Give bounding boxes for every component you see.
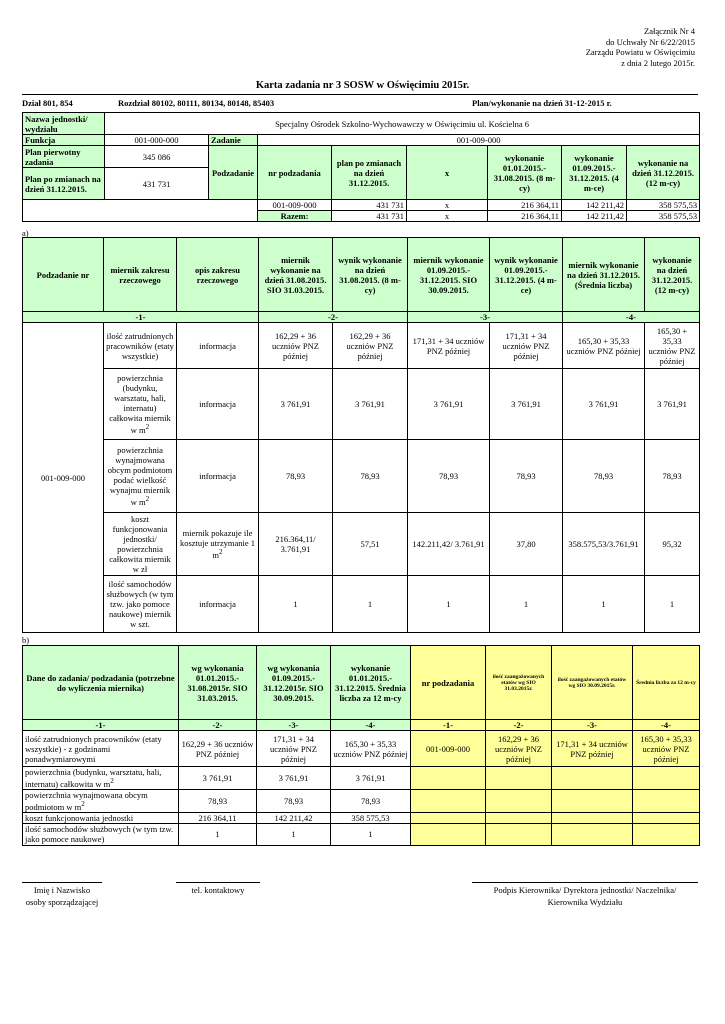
total-cell: 216 364,11 — [488, 211, 562, 222]
plan-changes-label: Plan po zmianach na dzień 31.12.2015. — [23, 168, 105, 200]
table-cell: 78,93 — [257, 789, 331, 812]
table-cell: 78,93 — [490, 440, 563, 513]
table-cell: 162,29 + 36 uczniów PNZ później — [259, 323, 333, 369]
attachment-line: Zarządu Powiatu w Oświęcimiu — [585, 47, 695, 57]
table-cell: 358 575,53 — [627, 200, 700, 211]
table-cell: 3 761,91 — [490, 369, 563, 440]
zadanie-label: Zadanie — [209, 135, 258, 146]
miernik-cell — [104, 440, 177, 513]
data-label-cell: ilość zatrudnionych pracowników (etaty wszystkie) - z godzinami ponadwymiarowymi — [23, 731, 179, 767]
table-cell: 001-009-000 — [258, 200, 332, 211]
table-cell: 162,29 + 36 uczniów PNZ później — [486, 731, 552, 767]
miernik-cell: ilość zatrudnionych pracowników (etaty wszystkie) — [104, 323, 177, 369]
plan-changes-value: 431 731 — [105, 168, 209, 200]
table-cell: 165,30 + 35,33 uczniów PNZ później — [563, 323, 645, 369]
table-cell: 165,30 + 35,33 uczniów PNZ później — [633, 731, 700, 767]
col-header: miernik wykonanie na dzień 31.08.2015. SIO 31.03.2015. — [259, 238, 333, 312]
data-label-cell — [23, 789, 179, 812]
data-label-cell: koszt funkcjonowania jednostki — [23, 812, 179, 823]
col-header: ilość zaangażowanych etatów wg SIO 30.09.2015r. — [552, 646, 633, 720]
table-row — [23, 731, 700, 767]
table-cell: 3 761,91 — [331, 767, 411, 790]
table-cell: 165,30 + 35,33 uczniów PNZ później — [645, 323, 700, 369]
data-label-cell: ilość samochodów służbowych (w tym tzw. jako pomoce naukowe) — [23, 823, 179, 845]
col-header: wynik wykonanie 01.09.2015.- 31.12.2015. (4 m-ce) — [490, 238, 563, 312]
total-cell: 142 211,42 — [562, 211, 627, 222]
signature-text: Kierownika Wydziału — [547, 897, 623, 907]
table-row — [23, 812, 700, 823]
plan-date-label: Plan/wykonanie na dzień 31-12-2015 r. — [472, 98, 612, 108]
col-header: wykonanie 01.09.2015.- 31.12.2015. (4 m-ce) — [562, 146, 627, 200]
empty-cell — [411, 767, 486, 790]
table-cell: 78,93 — [408, 440, 490, 513]
table-cell: 1 — [331, 823, 411, 845]
col-header: wykonanie 01.01.2015.- 31.12.2015. Średnia liczba za 12 m-cy — [331, 646, 411, 720]
table-cell: 1 — [645, 576, 700, 633]
opis-cell: informacja — [177, 576, 259, 633]
empty-cell — [411, 789, 486, 812]
task-summary-table — [22, 112, 700, 222]
table-cell: 3 761,91 — [257, 767, 331, 790]
opis-cell: informacja — [177, 323, 259, 369]
plan-first-value: 345 086 — [105, 146, 209, 168]
table-cell: 142 211,42 — [562, 200, 627, 211]
table-row — [23, 323, 700, 369]
table-cell: 1 — [257, 823, 331, 845]
signature-text: Imię i Nazwisko — [33, 885, 91, 895]
empty-cell — [486, 767, 552, 790]
plan-first-label: Plan pierwotny zadania — [23, 146, 105, 168]
superscript: 2 — [145, 495, 150, 504]
table-cell: 1 — [333, 576, 408, 633]
total-cell: x — [407, 211, 488, 222]
table-cell: 57,51 — [333, 513, 408, 576]
attachment-line: do Uchwały Nr 6/22/2015 — [605, 36, 695, 47]
table-cell: 171,31 + 34 uczniów PNZ później — [490, 323, 563, 369]
table-cell: x — [407, 200, 488, 211]
table-row — [23, 440, 700, 513]
podzadanie-cell: 001-009-000 — [23, 323, 104, 633]
page-title: Karta zadania nr 3 SOSW w Oświęcimiu 2015r. — [255, 80, 470, 91]
spacer-cell — [23, 200, 258, 211]
table-cell: 78,93 — [563, 440, 645, 513]
col-header: wykonanie 01.01.2015.- 31.08.2015. (8 m-cy) — [488, 146, 562, 200]
empty-cell — [411, 823, 486, 845]
table-cell: 142.211,42/ 3.761,91 — [408, 513, 490, 576]
funkcja-label: Funkcja — [23, 135, 105, 146]
signature-line — [22, 882, 102, 883]
table-cell: 37,80 — [490, 513, 563, 576]
miernik-text: powierzchnia (budynku, warsztatu, hali, internatu) całkowita miernik w m — [109, 373, 171, 435]
col-header: wg wykonania 01.09.2015.- 31.12.2015r. SIO 30.09.2015. — [257, 646, 331, 720]
table-cell: 3 761,91 — [408, 369, 490, 440]
task-data-table — [22, 645, 700, 846]
total-cell: 431 731 — [332, 211, 407, 222]
table-cell: 3 761,91 — [645, 369, 700, 440]
attachment-line: Załącznik Nr 4 — [644, 26, 695, 36]
unit-label: Nazwa jednostki/ wydziału — [23, 113, 105, 135]
total-label: Razem: — [258, 211, 332, 222]
empty-cell — [486, 789, 552, 812]
table-row — [23, 789, 700, 812]
empty-cell — [633, 789, 700, 812]
table-cell: 3 761,91 — [179, 767, 257, 790]
table-cell: 358 575,53 — [331, 812, 411, 823]
opis-cell: informacja — [177, 440, 259, 513]
superscript: 2 — [145, 423, 150, 432]
table-cell: 165,30 + 35,33 uczniów PNZ później — [331, 731, 411, 767]
table-cell: 1 — [259, 576, 333, 633]
col-number: -3- — [408, 312, 563, 323]
table-cell: 216 364,11 — [179, 812, 257, 823]
table-cell: 78,93 — [179, 789, 257, 812]
title-rule — [22, 94, 698, 95]
attachment-note — [586, 26, 695, 68]
phone-signature: tel. kontaktowy — [191, 885, 245, 895]
col-number: -2- — [259, 312, 408, 323]
col-number: -2- — [179, 720, 257, 731]
empty-cell — [486, 823, 552, 845]
podzadanie-cell: 001-009-000 — [411, 731, 486, 767]
unit-value: Specjalny Ośrodek Szkolno-Wychowawczy w Oświęcimiu ul. Kościelna 6 — [105, 113, 700, 135]
superscript: 2 — [81, 799, 85, 808]
col-number: -4- — [331, 720, 411, 731]
superscript: 2 — [219, 548, 223, 557]
signature-text: osoby sporządzającej — [25, 897, 99, 907]
col-header: miernik zakresu rzeczowego — [104, 238, 177, 312]
table-cell: 3 761,91 — [333, 369, 408, 440]
empty-cell — [552, 789, 633, 812]
empty-cell — [552, 767, 633, 790]
label-text: powierzchnia wynajmowana obcym podmiotom w m — [25, 789, 148, 812]
col-header: ilość zaangażowanych etatów wg SIO 31.03.2015r. — [486, 646, 552, 720]
table-cell: 78,93 — [331, 789, 411, 812]
zadanie-value: 001-009-000 — [258, 135, 700, 146]
table-cell: 78,93 — [645, 440, 700, 513]
label-text: powierzchnia (budynku, warsztatu, hali, internatu) całkowita w m — [25, 767, 162, 789]
empty-cell — [411, 812, 486, 823]
col-header: miernik wykonanie 01.09.2015.- 31.12.2015. SIO 30.09.2015. — [408, 238, 490, 312]
col-header: Podzadanie nr — [23, 238, 104, 312]
table-cell: 216.364,11/ 3.761,91 — [259, 513, 333, 576]
table-row — [23, 576, 700, 633]
col-header: wykonanie na dzień 31.12.2015. (12 m-cy) — [645, 238, 700, 312]
empty-cell — [552, 823, 633, 845]
signature-text: Podpis Kierownika/ Dyrektora jednostki/ Naczelnika/ — [493, 885, 677, 895]
table-cell: 171,31 + 34 uczniów PNZ później — [408, 323, 490, 369]
table-cell: 162,29 + 36 uczniów PNZ później — [179, 731, 257, 767]
col-header: wg wykonania 01.01.2015.- 31.08.2015r. SIO 31.03.2015. — [179, 646, 257, 720]
podzadanie-label: Podzadanie — [209, 146, 258, 200]
measures-table — [22, 237, 700, 633]
miernik-cell: koszt funkcjonowania jednostki/ powierzchnia całkowita miernik w zł — [104, 513, 177, 576]
table-cell: 171,31 + 34 uczniów PNZ później — [257, 731, 331, 767]
table-cell: 1 — [408, 576, 490, 633]
col-number: -4- — [563, 312, 700, 323]
empty-cell — [633, 823, 700, 845]
table-cell: 1 — [179, 823, 257, 845]
table-cell: 95,32 — [645, 513, 700, 576]
opis-cell: informacja — [177, 369, 259, 440]
miernik-cell: ilość samochodów służbowych (w tym tzw. jako pomoce naukowe) miernik w szt. — [104, 576, 177, 633]
funkcja-value: 001-000-000 — [105, 135, 209, 146]
table-cell: 431 731 — [332, 200, 407, 211]
empty-cell — [633, 812, 700, 823]
spacer-cell — [23, 211, 258, 222]
signature-line — [472, 882, 698, 883]
col-number: -1- — [23, 720, 179, 731]
col-header: miernik wykonanie na dzień 31.12.2015. (Średnia liczba) — [563, 238, 645, 312]
table-cell: 78,93 — [333, 440, 408, 513]
opis-cell — [177, 513, 259, 576]
table-cell: 3 761,91 — [563, 369, 645, 440]
col-number: -1- — [411, 720, 486, 731]
table-row — [23, 767, 700, 790]
table-row — [23, 513, 700, 576]
empty-cell — [552, 812, 633, 823]
col-header: opis zakresu rzeczowego — [177, 238, 259, 312]
empty-cell — [486, 812, 552, 823]
table-row — [23, 823, 700, 845]
table-cell: 1 — [563, 576, 645, 633]
section-a-label: a) — [22, 228, 29, 238]
col-header: nr podzadania — [258, 146, 332, 200]
col-number: -1- — [23, 312, 259, 323]
table-cell: 171,31 + 34 uczniów PNZ później — [552, 731, 633, 767]
col-header: nr podzadania — [411, 646, 486, 720]
table-cell: 142 211,42 — [257, 812, 331, 823]
attachment-line: z dnia 2 lutego 2015r. — [621, 57, 695, 68]
signature-line — [176, 882, 260, 883]
superscript: 2 — [110, 777, 114, 785]
rozdzial-label: Rozdział 80102, 80111, 80134, 80148, 85403 — [118, 98, 275, 108]
col-number: -2- — [486, 720, 552, 731]
col-number: -4- — [633, 720, 700, 731]
col-number: -3- — [552, 720, 633, 731]
col-header: plan po zmianach na dzień 31.12.2015. — [332, 146, 407, 200]
col-header: Średnia liczba za 12 m-cy — [633, 646, 700, 720]
col-number: -3- — [257, 720, 331, 731]
table-cell: 358.575,53/3.761,91 — [563, 513, 645, 576]
miernik-cell — [104, 369, 177, 440]
miernik-text: powierzchnia wynajmowana obcym podmiotom podać wielkość wynajmu miernik w m — [107, 445, 173, 507]
table-row — [23, 369, 700, 440]
director-signature — [460, 884, 710, 908]
col-header: Dane do zadania/ podzadania (potrzebne do wyliczenia miernika) — [23, 646, 179, 720]
table-cell: 78,93 — [259, 440, 333, 513]
col-header: wynik wykonanie na dzień 31.08.2015. (8 m-cy) — [333, 238, 408, 312]
col-header: wykonanie na dzień 31.12.2015. (12 m-cy) — [627, 146, 700, 200]
dzial-label: Dział 801, 854 — [22, 98, 73, 108]
opis-text: miernik pokazuje ile kosztuje utrzymanie 1 m — [179, 528, 256, 560]
table-cell: 3 761,91 — [259, 369, 333, 440]
table-cell: 1 — [490, 576, 563, 633]
preparer-signature — [0, 884, 124, 908]
col-header: x — [407, 146, 488, 200]
data-label-cell — [23, 767, 179, 790]
section-b-label: b) — [22, 635, 30, 645]
total-cell: 358 575,53 — [627, 211, 700, 222]
table-cell: 162,29 + 36 uczniów PNZ później — [333, 323, 408, 369]
empty-cell — [633, 767, 700, 790]
table-cell: 216 364,11 — [488, 200, 562, 211]
